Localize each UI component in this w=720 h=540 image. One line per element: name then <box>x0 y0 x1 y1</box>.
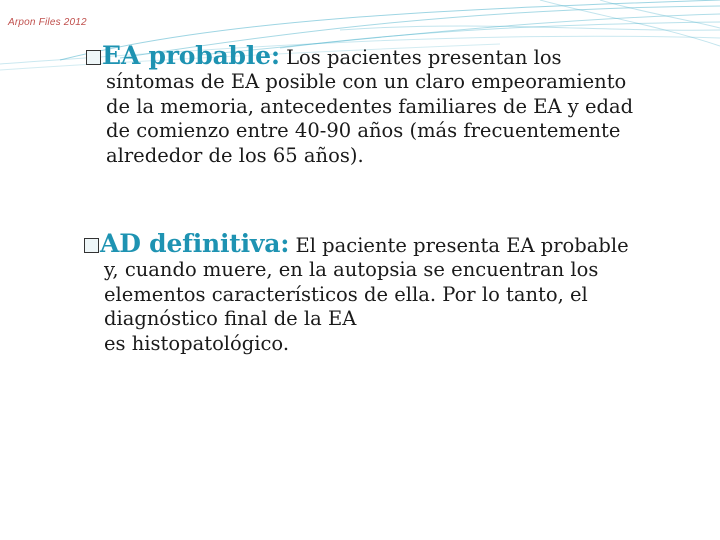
bullet-line: diagnóstico final de la EA <box>104 307 357 330</box>
bullet-body <box>104 258 629 356</box>
bullet-line: y, cuando muere, en la autopsia se encuentran los <box>104 258 599 281</box>
bullet-line: de comienzo entre 40-90 años (más frecuentemente <box>106 119 621 142</box>
bullet-ad-definitiva <box>84 229 629 356</box>
bullet-line: es histopatológico. <box>104 331 290 355</box>
bullet-line: elementos característicos de ella. Por lo tanto, el <box>104 282 588 306</box>
author-label: Arpon Files 2012 <box>8 17 87 28</box>
bullet-first-line <box>86 41 633 70</box>
bullet-icon <box>86 50 101 65</box>
bullet-body <box>106 70 633 168</box>
bullet-lead-text: El paciente presenta EA probable <box>289 234 629 257</box>
bullet-line: alrededor de los 65 años). <box>106 143 364 167</box>
bullet-lead-text: Los pacientes presentan los <box>279 46 562 69</box>
bullet-term: EA probable: <box>102 41 280 70</box>
bullet-ea-probable <box>86 41 633 168</box>
bullet-term: AD definitiva: <box>100 229 290 258</box>
bullet-first-line <box>84 229 629 258</box>
bullet-line: de la memoria, antecedentes familiares de EA y edad <box>106 94 634 118</box>
bullet-icon <box>84 238 99 253</box>
bullet-line: síntomas de EA posible con un claro empeoramiento <box>106 70 627 93</box>
